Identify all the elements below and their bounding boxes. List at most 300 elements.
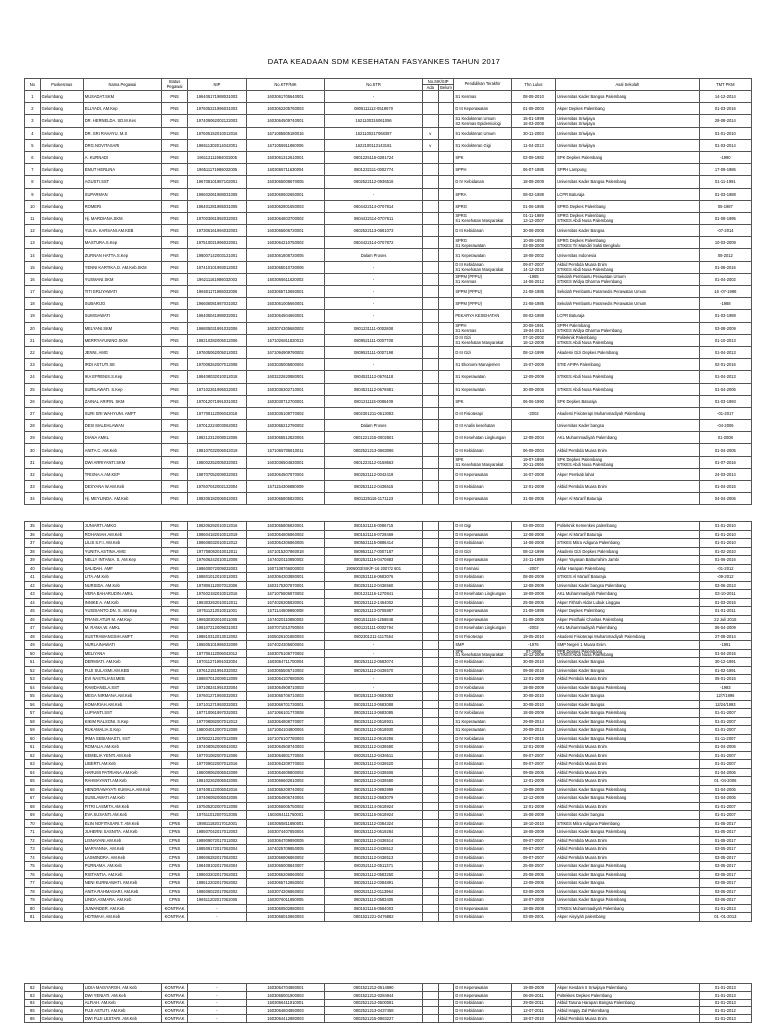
cell-str: Dalam Proses [325, 420, 423, 432]
cell-thn-lulus: 21-08-1985 [511, 298, 555, 310]
cell-belum [438, 522, 454, 531]
cell-asal-sekolah: Akbid Pembda Muara Enim [556, 1015, 700, 1023]
cell-str: 0802521113-0683088 [325, 700, 423, 709]
cell-pendidikan: D III Kebidanan [454, 828, 511, 837]
cell-tmt: 01 -01-2013 [699, 913, 751, 922]
cell-asal-sekolah: Universitas Kader Bangsa [556, 225, 700, 237]
cell-no: 59 [25, 726, 41, 735]
cell-ada [423, 836, 439, 845]
cell-status: KONTRAK [162, 984, 188, 992]
cell-puskesmas: Gelumbang [40, 547, 83, 556]
cell-nip: 198600072009032003 [188, 564, 247, 573]
cell-pendidikan: D III Kebidanan [454, 802, 511, 811]
cell-asal-sekolah: SPK Depkes Baturaja [556, 395, 700, 407]
cell-thn-lulus: 18-10-2010 [511, 819, 555, 828]
cell-belum [438, 641, 454, 650]
cell-ktp: 1674020110850002 [246, 615, 324, 624]
cell-belum [438, 249, 454, 261]
cell-status: PNS [162, 743, 188, 752]
cell-pendidikan: D III Analis kesehatan [454, 420, 511, 432]
cell-thn-lulus: 10-08-1993 03-08-2008 [511, 237, 555, 249]
cell-pendidikan: D III Kebidanan [454, 777, 511, 786]
cell-belum [438, 371, 454, 383]
cell-ktp: 1603066005750002 [246, 802, 324, 811]
cell-ktp: 1603064711700004 [246, 658, 324, 667]
cell-tmt: 08-2012 [699, 249, 751, 261]
cell-no: 8 [25, 176, 41, 188]
cell-no: 21 [25, 334, 41, 346]
cell-nama: HOTIMAH. AM.Keb [83, 913, 161, 922]
cell-ktp: 1603060602650001 [246, 188, 324, 200]
cell-status: PNS [162, 632, 188, 641]
cell-nip: 196405171988031003 [188, 91, 247, 103]
cell-ktp: 1603066001900003 [246, 991, 324, 999]
cell-puskesmas: Gelumbang [40, 984, 83, 992]
cell-no: 70 [25, 819, 41, 828]
cell-thn-lulus: 11-04-2013 [511, 139, 555, 151]
cell-ada [423, 188, 439, 200]
cell-thn-lulus [511, 420, 555, 432]
cell-puskesmas: Gelumbang [40, 615, 83, 624]
cell-ada [423, 444, 439, 456]
cell-str: 0802521112-0518931 [325, 717, 423, 726]
cell-asal-sekolah: Akper Depkes Palembang [556, 103, 700, 115]
cell-puskesmas: Gelumbang [40, 675, 83, 684]
cell-ada [423, 371, 439, 383]
cell-no: 46 [25, 615, 41, 624]
cell-belum [438, 468, 454, 480]
cell-ktp: 1603061705640001 [246, 91, 324, 103]
cell-status: PNS [162, 334, 188, 346]
cell-no: 74 [25, 853, 41, 862]
cell-nip: - [188, 1015, 247, 1023]
cell-asal-sekolah: Akbid Taruna Harapan Bangsa Palembang [556, 999, 700, 1007]
cell-thn-lulus: -2002 [511, 407, 555, 419]
cell-status: PNS [162, 700, 188, 709]
cell-str: 0801211115-0086409 [325, 395, 423, 407]
cell-ktp: 1603064412880003 [246, 1015, 324, 1023]
cell-nip: - [188, 904, 247, 913]
cell-tmt: 01-04-2013 [699, 346, 751, 358]
cell-ada [423, 743, 439, 752]
cell-str: 0802521112-0042418 [325, 468, 423, 480]
table-row [25, 768, 752, 777]
cell-nama: PURNAMA. AM.Keb [83, 862, 161, 871]
cell-nama: MUSADAT.SKM [83, 91, 161, 103]
cell-nip: 197806112007012006 [188, 581, 247, 590]
cell-pendidikan: S1 Kedokteran Umum S2 Kesmas Epidemiologi [454, 115, 511, 127]
cell-ada [423, 794, 439, 803]
cell-str: 0802521113-0683085 [325, 709, 423, 718]
cell-nama: FITRI LASMITA.AM.Keb [83, 802, 161, 811]
cell-no: 18 [25, 298, 41, 310]
cell-thn-lulus: 06-09-2011 [511, 991, 555, 999]
cell-no: 77 [25, 879, 41, 888]
cell-no: 85 [25, 1007, 41, 1015]
cell-puskesmas: Gelumbang [40, 991, 83, 999]
cell-ktp: 1671094909790002 [246, 346, 324, 358]
cell-ktp: 1603065208740002 [246, 785, 324, 794]
cell-ada [423, 200, 439, 212]
cell-str: 0802522112-0936516 [325, 176, 423, 188]
cell-nama: IRMA SEBIANASTI, SST [83, 734, 161, 743]
cell-no: 17 [25, 286, 41, 298]
cell-pendidikan: D III Kebidanan [454, 743, 511, 752]
table-row [25, 115, 752, 127]
cell-status: PNS [162, 556, 188, 565]
cell-nip: 198512202017062002 [188, 879, 247, 888]
cell-puskesmas: Gelumbang [40, 999, 83, 1007]
cell-puskesmas: Gelumbang [40, 904, 83, 913]
cell-nama: NELLY INTANIA. S. AM.Kep [83, 556, 161, 565]
cell-puskesmas: Gelumbang [40, 632, 83, 641]
cell-ada [423, 913, 439, 922]
cell-asal-sekolah: Universitas Kader Bangsa Palembang [556, 683, 700, 692]
cell-no: 60 [25, 734, 41, 743]
cell-status: PNS [162, 212, 188, 224]
cell-asal-sekolah: Akper Yayasan Batturrahim Jambi [556, 556, 700, 565]
table-row [25, 751, 752, 760]
cell-thn-lulus: 09-07-2007 [511, 751, 555, 760]
cell-status: PNS [162, 456, 188, 468]
cell-tmt: 01-04-2013 [699, 371, 751, 383]
cell-nip: 198603202017062003 [188, 870, 247, 879]
cell-str: 0802521112-0436580 [325, 743, 423, 752]
cell-thn-lulus: 08-02-1988 [511, 310, 555, 322]
cell-no: 52 [25, 666, 41, 675]
cell-asal-sekolah: Akbid Pembda Muara Enim [556, 743, 700, 752]
cell-nama: SUPARMAN [83, 188, 161, 200]
cell-str: 0802521112-0583405 [325, 896, 423, 905]
cell-nip: 197802212007012009 [188, 734, 247, 743]
cell-status: PNS [162, 127, 188, 139]
cell-str: 0802521112-0683074 [325, 658, 423, 667]
cell-asal-sekolah: Akper Kesdam II Sriwijaya Palembang [556, 984, 700, 992]
cell-tmt: 01-03-2016 [699, 103, 751, 115]
cell-asal-sekolah: Akper Al Ma'arif Baturaja [556, 493, 700, 505]
cell-belum [438, 743, 454, 752]
cell-pendidikan: S1 Keperawatan [454, 383, 511, 395]
cell-thn-lulus: 30-07-2015 [511, 734, 555, 743]
cell-thn-lulus: 07-1998 15-12-2008 [511, 649, 555, 658]
cell-belum [438, 322, 454, 334]
cell-nip: 198707052009032003 [188, 468, 247, 480]
cell-belum [438, 700, 454, 709]
cell-tmt: 01-06-2016 [699, 556, 751, 565]
cell-ktp: 1605026101880003 [246, 632, 324, 641]
cell-nama: SUMSIAWATI [83, 310, 161, 322]
cell-no: 33 [25, 481, 41, 493]
cell-pendidikan: D III Keperawatan [454, 615, 511, 624]
cell-nip: 197701082007012006 [188, 751, 247, 760]
cell-ktp: 1603066602810002 [246, 777, 324, 786]
cell-puskesmas: Gelumbang [40, 845, 83, 854]
cell-no: 5 [25, 139, 41, 151]
cell-ada [423, 887, 439, 896]
cell-puskesmas: Gelumbang [40, 407, 83, 419]
cell-tmt: 04-04-2006 [699, 493, 751, 505]
cell-ktp: 1603036504830001 [246, 456, 324, 468]
cell-thn-lulus: 12-01-2009 [511, 481, 555, 493]
cell-str: 0802521112-0583250 [325, 870, 423, 879]
cell-nip: 198507042017012003 [188, 828, 247, 837]
cell-thn-lulus: 06-06-1990 [511, 395, 555, 407]
cell-no: 38 [25, 547, 41, 556]
cell-nama: YUNITA.ASTINA.AMG [83, 547, 161, 556]
cell-nama: MASTURA.S.Kep [83, 237, 161, 249]
cell-tmt: -1988 [699, 298, 751, 310]
cell-tmt: 01-04-2006 [699, 785, 751, 794]
table-row [25, 420, 752, 432]
cell-pendidikan: D III Kebidanan [454, 539, 511, 548]
cell-tmt: 03-05-2017 [699, 887, 751, 896]
cell-ada [423, 322, 439, 334]
cell-nip: 198007142003121001 [188, 249, 247, 261]
cell-no: 16 [25, 273, 41, 285]
cell-nip: 196805031991032006 [188, 322, 247, 334]
cell-str: 0802521112-0619256 [325, 734, 423, 743]
table-row [25, 828, 752, 837]
cell-nip: 198810312013012002 [188, 632, 247, 641]
table-row [25, 522, 752, 531]
cell-puskesmas: Gelumbang [40, 828, 83, 837]
cell-puskesmas: Gelumbang [40, 768, 83, 777]
cell-asal-sekolah: Akper Al Ma'arif Baturaja [556, 530, 700, 539]
cell-puskesmas: Gelumbang [40, 176, 83, 188]
cell-str: 0802521112-0518930 [325, 726, 423, 735]
cell-belum [438, 904, 454, 913]
cell-str: 0809521111-0007198 [325, 346, 423, 358]
cell-no: 64 [25, 768, 41, 777]
cell-puskesmas: Gelumbang [40, 286, 83, 298]
cell-pendidikan: D III Gizi [454, 346, 511, 358]
cell-str: 0802521112-0436520 [325, 760, 423, 769]
cell-belum [438, 334, 454, 346]
cell-nama: YULIA. KARSANI.AM.KEB [83, 225, 161, 237]
cell-status: PNS [162, 726, 188, 735]
cell-ktp: 1671084104800004 [246, 726, 324, 735]
cell-nama: DR. HERNELDA. SD.M.Kes [83, 115, 161, 127]
cell-status: PNS [162, 709, 188, 718]
cell-status: PNS [162, 493, 188, 505]
cell-puskesmas: Gelumbang [40, 310, 83, 322]
table-row [25, 481, 752, 493]
cell-tmt: 01-05-2017 [699, 836, 751, 845]
cell-asal-sekolah: SPK Depkes Palembang STIKES Abdi Nusa Palembang [556, 456, 700, 468]
cell-no: 29 [25, 432, 41, 444]
cell-status: KONTRAK [162, 999, 188, 1007]
cell-ktp: 1603064507870004 [246, 468, 324, 480]
cell-belum [438, 359, 454, 371]
cell-asal-sekolah: Universitas Indonesia [556, 249, 700, 261]
cell-tmt: 14-12-2014 [699, 91, 751, 103]
cell-thn-lulus: 12-01-2009 [511, 743, 555, 752]
cell-puskesmas: Gelumbang [40, 717, 83, 726]
cell-tmt: 24-03-2014 [699, 468, 751, 480]
cell-puskesmas: Gelumbang [40, 743, 83, 752]
cell-asal-sekolah: Akbid Pembda Muara Enim [556, 675, 700, 684]
cell-status: PNS [162, 91, 188, 103]
cell-tmt: 01-04-2002 [699, 273, 751, 285]
cell-pendidikan: D III Kebidanan S1 Kesehatan Masyarakat [454, 261, 511, 273]
cell-ada [423, 176, 439, 188]
cell-str: 0804422114-0707872 [325, 237, 423, 249]
cell-ada [423, 700, 439, 709]
cell-ktp: 1603065711630004 [246, 164, 324, 176]
cell-str: 0802521215-0883227 [325, 1015, 423, 1023]
cell-status: PNS [162, 322, 188, 334]
cell-belum [438, 666, 454, 675]
cell-nama: DWI ARRIYANTI.SKM [83, 456, 161, 468]
cell-no: 47 [25, 624, 41, 633]
cell-belum [438, 896, 454, 905]
cell-asal-sekolah: Akper Aisyiyah palembang [556, 913, 700, 922]
cell-ktp: 1603065712850002 [246, 879, 324, 888]
cell-nama: VERA BAHARUDIN.AMKL [83, 590, 161, 599]
cell-tmt: 01-01-2013 [699, 1015, 751, 1023]
table-row [25, 760, 752, 769]
cell-no: 65 [25, 777, 41, 786]
cell-status: CPNS [162, 845, 188, 854]
cell-belum [438, 261, 454, 273]
cell-pendidikan: SPPH S1 Kesmas [454, 322, 511, 334]
cell-status: PNS [162, 649, 188, 658]
cell-puskesmas: Gelumbang [40, 383, 83, 395]
cell-nip: - [188, 984, 247, 992]
cell-puskesmas: Gelumbang [40, 225, 83, 237]
cell-ktp: 1603065611620002 [246, 273, 324, 285]
cell-pendidikan: SPK S1 Kesehatan Masyarakat [454, 456, 511, 468]
cell-asal-sekolah: Universitas Kader Bangsa [556, 879, 700, 888]
cell-asal-sekolah: Universitas Kader Bangsa Palembang [556, 862, 700, 871]
cell-pendidikan: S1 Keperawatan [454, 726, 511, 735]
table-row [25, 346, 752, 358]
table-body-part-3 [25, 984, 752, 1023]
cell-no: 37 [25, 539, 41, 548]
cell-pendidikan: D III Keperawatan [454, 556, 511, 565]
cell-nama: LITA.AM.Keb [83, 573, 161, 582]
cell-nama: INNIKE A. AM.Keb [83, 598, 161, 607]
cell-ada [423, 493, 439, 505]
cell-ada [423, 237, 439, 249]
cell-puskesmas: Gelumbang [40, 734, 83, 743]
cell-ada [423, 845, 439, 854]
cell-belum [438, 346, 454, 358]
cell-ada [423, 103, 439, 115]
cell-tmt: 01-03-1988 [699, 188, 751, 200]
table-row [25, 286, 752, 298]
cell-nama: ROHANIAH.AM.Keb [83, 530, 161, 539]
cell-ktp: 1603064508740003 [246, 743, 324, 752]
cell-asal-sekolah: Universitas Kader Bangsa Palembang [556, 794, 700, 803]
cell-str: 0801521221-0476882 [325, 913, 423, 922]
table-row [25, 700, 752, 709]
cell-pendidikan: D III Keperawatan [454, 607, 511, 616]
cell-tmt: 01-11-1991 [699, 176, 751, 188]
cell-no: 63 [25, 760, 41, 769]
cell-thn-lulus: 15-08-2009 [511, 811, 555, 820]
cell-thn-lulus: 01-06-1985 [511, 200, 555, 212]
table-row [25, 999, 752, 1007]
cell-nip: 198604182010012019 [188, 530, 247, 539]
cell-thn-lulus: 18-07-2008 [511, 896, 555, 905]
table-row [25, 564, 752, 573]
cell-belum [438, 151, 454, 163]
cell-asal-sekolah: Akbid Pembda Muara Enim [556, 444, 700, 456]
cell-nip: 197012071991031003 [188, 395, 247, 407]
cell-asal-sekolah: Akbid Pembda Muara Enim [556, 751, 700, 760]
cell-ktp: 1603064107880006 [246, 675, 324, 684]
cell-nama: MELIYANA [83, 649, 161, 658]
cell-asal-sekolah: Akfar Harapan Palembang [556, 564, 700, 573]
cell-asal-sekolah: PPB Depkes Palembang STIKES Abdi Nusa Palembang [556, 649, 700, 658]
cell-no: 1 [25, 91, 41, 103]
cell-pendidikan: SPRA [454, 188, 511, 200]
cell-no: 20 [25, 322, 41, 334]
cell-nama: MELYANI.SKM [83, 322, 161, 334]
cell-nip: 198303262010012011 [188, 598, 247, 607]
cell-nip: 197605152010012016 [188, 127, 247, 139]
cell-ktp: 1603065805820001 [246, 493, 324, 505]
cell-belum [438, 819, 454, 828]
cell-ktp: 1603065710650001 [246, 286, 324, 298]
cell-ktp: 1603062801650003 [246, 200, 324, 212]
cell-no: 32 [25, 468, 41, 480]
cell-no: 15 [25, 261, 41, 273]
cell-ada [423, 692, 439, 701]
cell-tmt: 01-01-2010 [699, 522, 751, 531]
cell-ktp: 1603064906740004 [246, 794, 324, 803]
cell-ktp: 1603064808770007 [246, 717, 324, 726]
cell-no: 76 [25, 870, 41, 879]
cell-no: 55 [25, 692, 41, 701]
cell-ada [423, 590, 439, 599]
cell-nip: 198102262006042005 [188, 777, 247, 786]
cell-ada [423, 420, 439, 432]
cell-nama: DWI YENIATI. AM.Keb [83, 991, 161, 999]
cell-asal-sekolah: Universitas Kader Bangsa Palembang [556, 717, 700, 726]
cell-nip: - [188, 999, 247, 1007]
cell-puskesmas: Gelumbang [40, 607, 83, 616]
cell-asal-sekolah: Universitas Kader Bangsa Palembang [556, 734, 700, 743]
cell-nama: Hj. MEYLINDA. AM.Keb [83, 493, 161, 505]
cell-nama: LISNAYANI.AM.Keb [83, 836, 161, 845]
cell-ada [423, 212, 439, 224]
cell-belum [438, 139, 454, 151]
cell-belum [438, 127, 454, 139]
cell-tmt: 01-01-2007 [699, 811, 751, 820]
cell-no: 54 [25, 683, 41, 692]
cell-ktp: 1603030712700001 [246, 395, 324, 407]
cell-asal-sekolah: Universitas Kader Bangsa [556, 658, 700, 667]
cell-puskesmas: Gelumbang [40, 896, 83, 905]
cell-nama: ROMALIA.AM.Keb [83, 743, 161, 752]
table-row [25, 870, 752, 879]
cell-tmt: 01-03-1993 [699, 395, 751, 407]
cell-nama: SUSILAWATI.AM.Keb [83, 794, 161, 803]
cell-ktp: 1603064604850003 [246, 1007, 324, 1015]
cell-ada [423, 717, 439, 726]
cell-thn-lulus: 12-12-2009 [511, 794, 555, 803]
table-row [25, 310, 752, 322]
cell-ktp: 1603061312610001 [246, 151, 324, 163]
cell-nama: HENDRAWAYATI KUMALA.AM.Keb [83, 785, 161, 794]
cell-puskesmas: Gelumbang [40, 666, 83, 675]
cell-nip: 197708082007012013 [188, 717, 247, 726]
cell-tmt: 01-04-2006 [699, 794, 751, 803]
cell-ada [423, 683, 439, 692]
cell-status: PNS [162, 794, 188, 803]
